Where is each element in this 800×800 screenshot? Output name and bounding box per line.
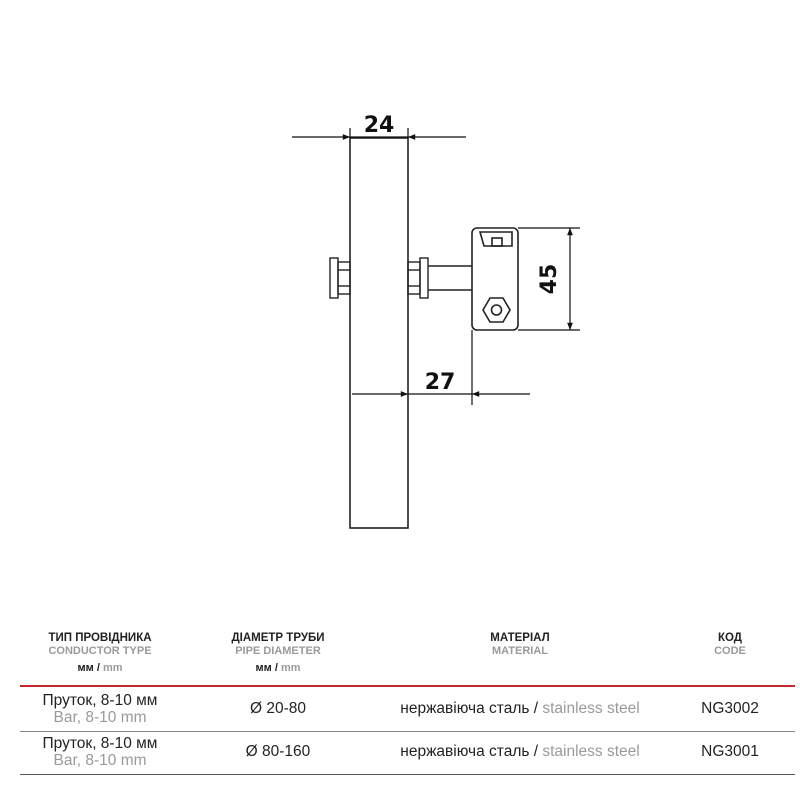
header-pipe-en: PIPE DIAMETER (235, 645, 321, 657)
dimension-45-label: 45 (537, 263, 562, 295)
table-row (20, 688, 795, 732)
cell-code: NG3001 (701, 743, 759, 760)
header-code-ua: КОД (717, 632, 742, 644)
left-mount (330, 258, 350, 298)
header-conductor-ua: ТИП ПРОВІДНИКА (48, 632, 152, 644)
dimension-27-label: 27 (424, 370, 456, 395)
header-pipe-ua: ДІАМЕТР ТРУБИ (231, 632, 325, 644)
header-conductor-unit: мм / mm (77, 662, 123, 674)
vertical-bar (350, 138, 408, 528)
table-row (20, 732, 795, 776)
right-mount (408, 258, 428, 298)
header-material (420, 632, 620, 658)
header-conductor-type (20, 632, 180, 675)
header-material-en: MATERIAL (491, 645, 548, 657)
header-code-en: CODE (714, 645, 746, 657)
header-conductor-en: CONDUCTOR TYPE (48, 645, 152, 657)
cell-conductor: Пруток, 8-10 мм Bar, 8-10 mm (42, 735, 158, 769)
cell-material: нержавіюча сталь / stainless steel (400, 743, 640, 760)
cell-conductor: Пруток, 8-10 мм Bar, 8-10 mm (42, 692, 158, 726)
cell-pipe: Ø 20-80 (249, 700, 306, 717)
header-pipe-diameter (198, 632, 358, 675)
cell-pipe: Ø 80-160 (245, 743, 311, 760)
header-material-ua: МАТЕРІАЛ (490, 632, 550, 644)
cell-material: нержавіюча сталь / stainless steel (400, 700, 640, 717)
clamp (472, 228, 518, 330)
table-bottom-border (20, 774, 795, 775)
cell-code: NG3002 (701, 700, 759, 717)
dimension-24-label: 24 (363, 113, 395, 138)
header-divider (20, 685, 795, 687)
header-code (680, 632, 780, 658)
connector-rod (428, 266, 472, 290)
header-pipe-unit: мм / mm (255, 662, 301, 674)
